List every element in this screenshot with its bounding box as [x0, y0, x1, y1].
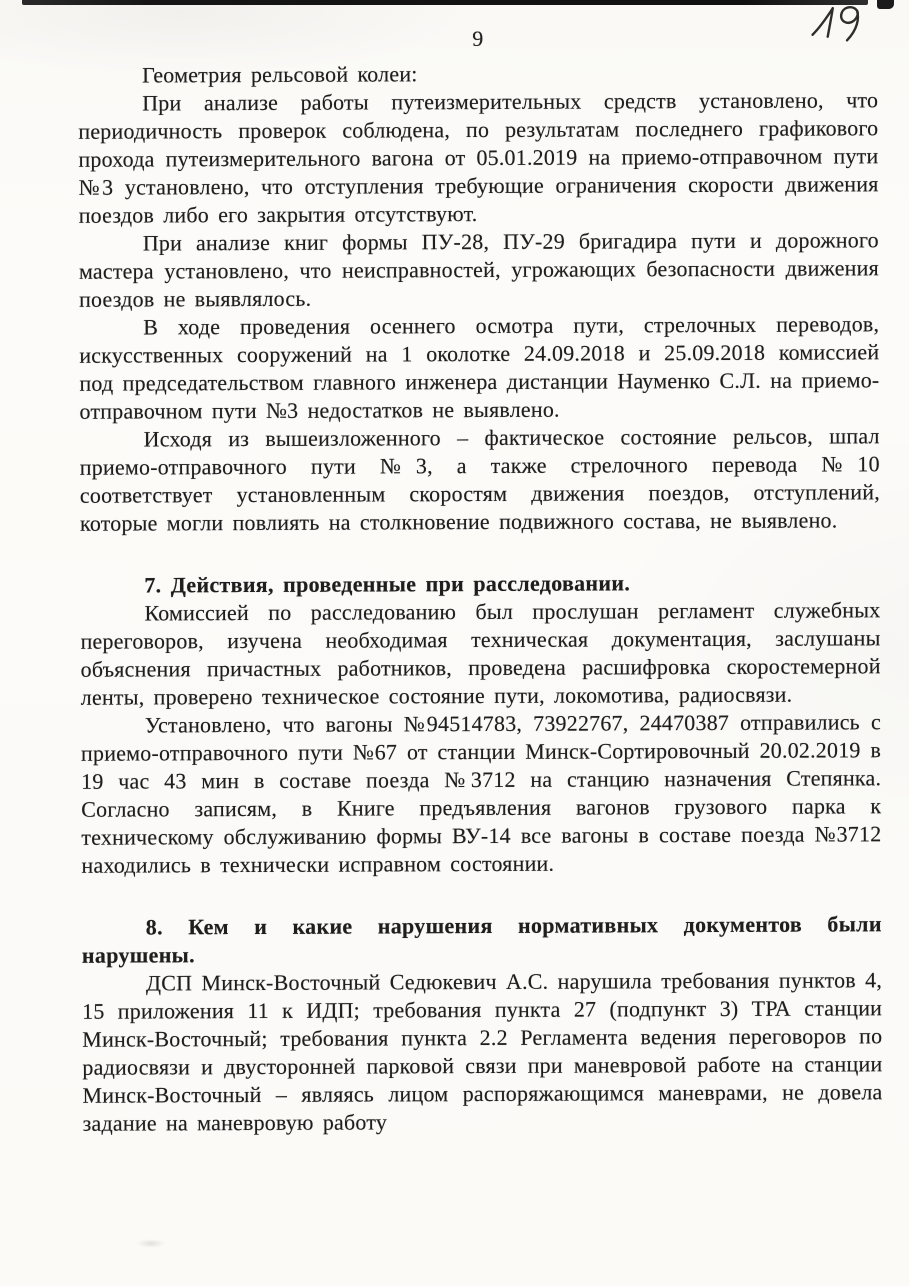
- paragraph: При анализе работы путеизмерительных средств установлено, что периодичность проверок соблюдена, по результатам последнего графикового прохода путеизмерительного вагона от 05.01.2019 на приемо-отправочном пути №3 установлено, что отступления требующие ограничения скорости движения поездов либо его закрытия отсутствуют.: [78, 87, 879, 228]
- scan-artifact-corner-mark: [877, 0, 894, 9]
- scan-artifact-top-bar: [22, 0, 868, 5]
- paragraph: Геометрия рельсовой колеи:: [142, 61, 418, 88]
- handwritten-19-strokes: [806, 3, 868, 49]
- section-heading: 8. Кем и какие нарушения нормативных документов были нарушены.: [81, 911, 882, 968]
- section-heading: 7. Действия, проведенные при расследовании.: [144, 570, 631, 598]
- paragraph: Исходя из вышеизложенного – фактическое состояние рельсов, шпал приемо-отправочного пути №3, а также стрелочного перевода №10 соответствует установленным скоростям движения поездов, отступлений, которые могли повлиять на столкновение подвижного состава, не выявлено.: [79, 423, 880, 536]
- scan-artifact-smudge: [136, 1239, 166, 1248]
- paragraph: В ходе проведения осеннего осмотра пути, стрелочных переводов, искусственных сооружений на 1 околотке 24.09.2018 и 25.09.2018 комиссией под председательством главного инженера дистанции Науменко С.Л. на приемо-отправочном пути №3 недостатков не выявлено.: [79, 311, 880, 424]
- paragraph: Установлено, что вагоны №94514783, 73922767, 24470387 отправились с приемо-отправочного пути №67 от станции Минск-Сортировочный 20.02.2019 в 19 час 43 мин в составе поезда №3712 на станцию назначения Степянка. Согласно записям, в Книге предъявления вагонов грузового парка к техническому обслуживанию формы ВУ-14 все вагоны в составе поезда №3712 находились в технически исправном состоянии.: [80, 709, 882, 878]
- document-body: [78, 58, 883, 1137]
- paragraph: ДСП Минск-Восточный Седюкевич А.С. нарушила требования пунктов 4, 15 приложения 11 к ИДП; требования пункта 27 (подпункт 3) ТРА станции Минск-Восточный; требования пункта 2.2 Регламента ведения переговоров по радиосвязи и двусторонней парковой связи при маневровой работе на станции Минск-Восточный – являясь лицом распоряжающимся маневрами, не довела задание на маневровую работу: [82, 967, 883, 1136]
- handwritten-page-number: [806, 3, 868, 49]
- paragraph: Комиссией по расследованию был прослушан регламент служебных переговоров, изучена необходимая техническая документация, заслушаны объяснения причастных работников, проведена расшифровка скоростемерной ленты, проверено техническое состояние пути, локомотива, радиосвязи.: [80, 597, 881, 710]
- page-number: 9: [472, 26, 484, 51]
- paragraph: При анализе книг формы ПУ-28, ПУ-29 бригадира пути и дорожного мастера установлено, что неисправностей, угрожающих безопасности движения поездов не выявлялось.: [78, 227, 879, 312]
